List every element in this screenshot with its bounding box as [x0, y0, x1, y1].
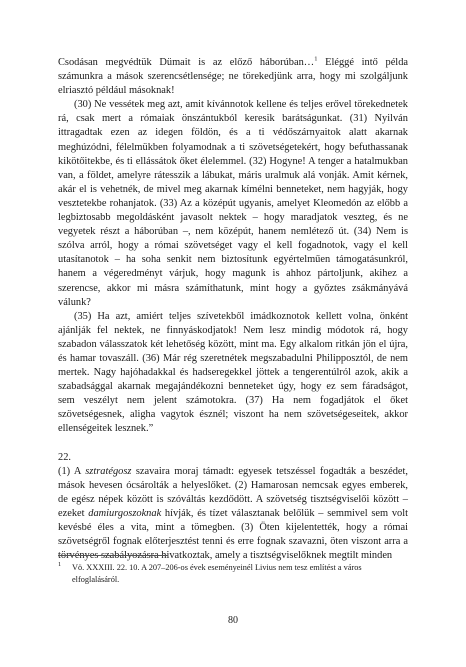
paragraph-text: szavaira moraj támadt: egyesek tetszéssel fogadták a beszédet, mások hevesen ócsárolták a helyeslőket. (2) Hamarosan nemcsak egyes emberek, de egész népek között is szóváltás kezdődött. A szövetség tisztségviselői között – ezeket [58, 465, 409, 519]
main-text [58, 56, 408, 563]
paragraph [58, 465, 408, 564]
paragraph-text: Eléggé intő példa számunkra a mások szerencsétlensége; ne törekedjünk arra, hogy mi szolgáljunk elriasztó például másoknak! [58, 57, 409, 97]
spacer [58, 437, 408, 451]
paragraph: (30) Ne vessétek meg azt, amit kívánnotok kellene és teljes erővel törekednetek rá, csak mert a rómaiak önszántukból keresik barátságunkat. (31) Nyilván ittragadtak ezen az idegen földön, és a ti védőszárnyaitok alatt akarnak meghúzódni, félelmükben folyamodnak a ti szövetségetekért, hogy befuthassanak kikötőitekbe, és ti ellássátok őket élelemmel. (32) Hogyne! A tenger a hatalmukban van, a földet, amelyre rátesszik a lábukat, máris uralmuk alá vonják. Amit kérnek, akár el is vehetnék, de mivel meg akarnak kímélni benneteket, nem hagyják, hogy vesztetekbe rohanjatok. (33) Az a középút ugyanis, amelyet Kleomedón az előbb a legbiztosabb megoldásként javasolt nektek – hogy maradjatok veszteg, és ne vegyetek részt a háborúban –, nem középút, hanem nemlétező út. (34) Nem is szólva arról, hogy a római szövetséget vagy el kell fogadnotok, vagy el kell utasítanotok – ha soha senkit nem biztosítunk egyértelműen támogatásunkról, hanem a végeredményt várjuk, hogy magunk is ahhoz pártoljunk, akihez a szerencse, akkor mi másra számíthatunk, mint hogy a győztes zsákmányává válunk? [58, 99, 408, 308]
paragraph: (35) Ha azt, amiért teljes szívetekből imádkoznotok kellett volna, önként ajánlják fel nektek, ne finnyáskodjatok! Nem lesz mindig módotok rá, hogy szabadon válasszatok két lehetőség között, mint ma. Egy alkalom ritkán jön el újra, és hamar tovaszáll. (36) Már rég szeretnétek megszabadulni Philipposztól, de nem mertek. Nagy hajóhadakkal és hadseregekkel jöttek a tengerentúlról azok, akik a szabadsággal akarnak megajándékozni benneteket úgy, hogy ez sem fáradságot, sem veszélyt nem jelent számotokra. (37) Ha nem fogadjátok el őket szövetségesnek, aligha vagytok észnél; viszont ha nem szövetségeseitek, akkor ellenségeitek lesznek.” [58, 310, 408, 435]
chapter-number: 22. [58, 451, 71, 463]
footnote-number: 1 [58, 561, 62, 569]
footnote-divider [58, 555, 168, 556]
italic-term: sztratégosz [85, 465, 132, 477]
paragraph-text: hívják, és tízet választanak belőlük – semmivel sem volt kevésbé éles a vita, mint a tömegben. (3) Öten kijelentették, hogy a római szövetségről fognak előterjesztést tenni és erre fognak szavazni, öten viszont arra a törvényes szabályozásra hivatkoztak, amely a tisztségviselőknek megtilt minden [58, 507, 408, 562]
footnote-text: Vö. XXXIII. 22. 10. A 207–206-os évek eseményeinél Livius nem tesz említést a város [72, 563, 362, 572]
footnote-reference: 1 [314, 55, 318, 63]
footnote-text: elfoglalásáról. [72, 574, 120, 584]
footnote-mark [58, 562, 72, 574]
paragraph [58, 56, 408, 98]
paragraph-text: (1) A [58, 465, 86, 477]
footnote [58, 562, 408, 585]
paragraph-text: Csodásan megvédtük Dümait is az előző háborúban… [58, 57, 315, 68]
page-number: 80 [228, 615, 238, 626]
italic-term: damiurgoszoknak [88, 507, 162, 519]
